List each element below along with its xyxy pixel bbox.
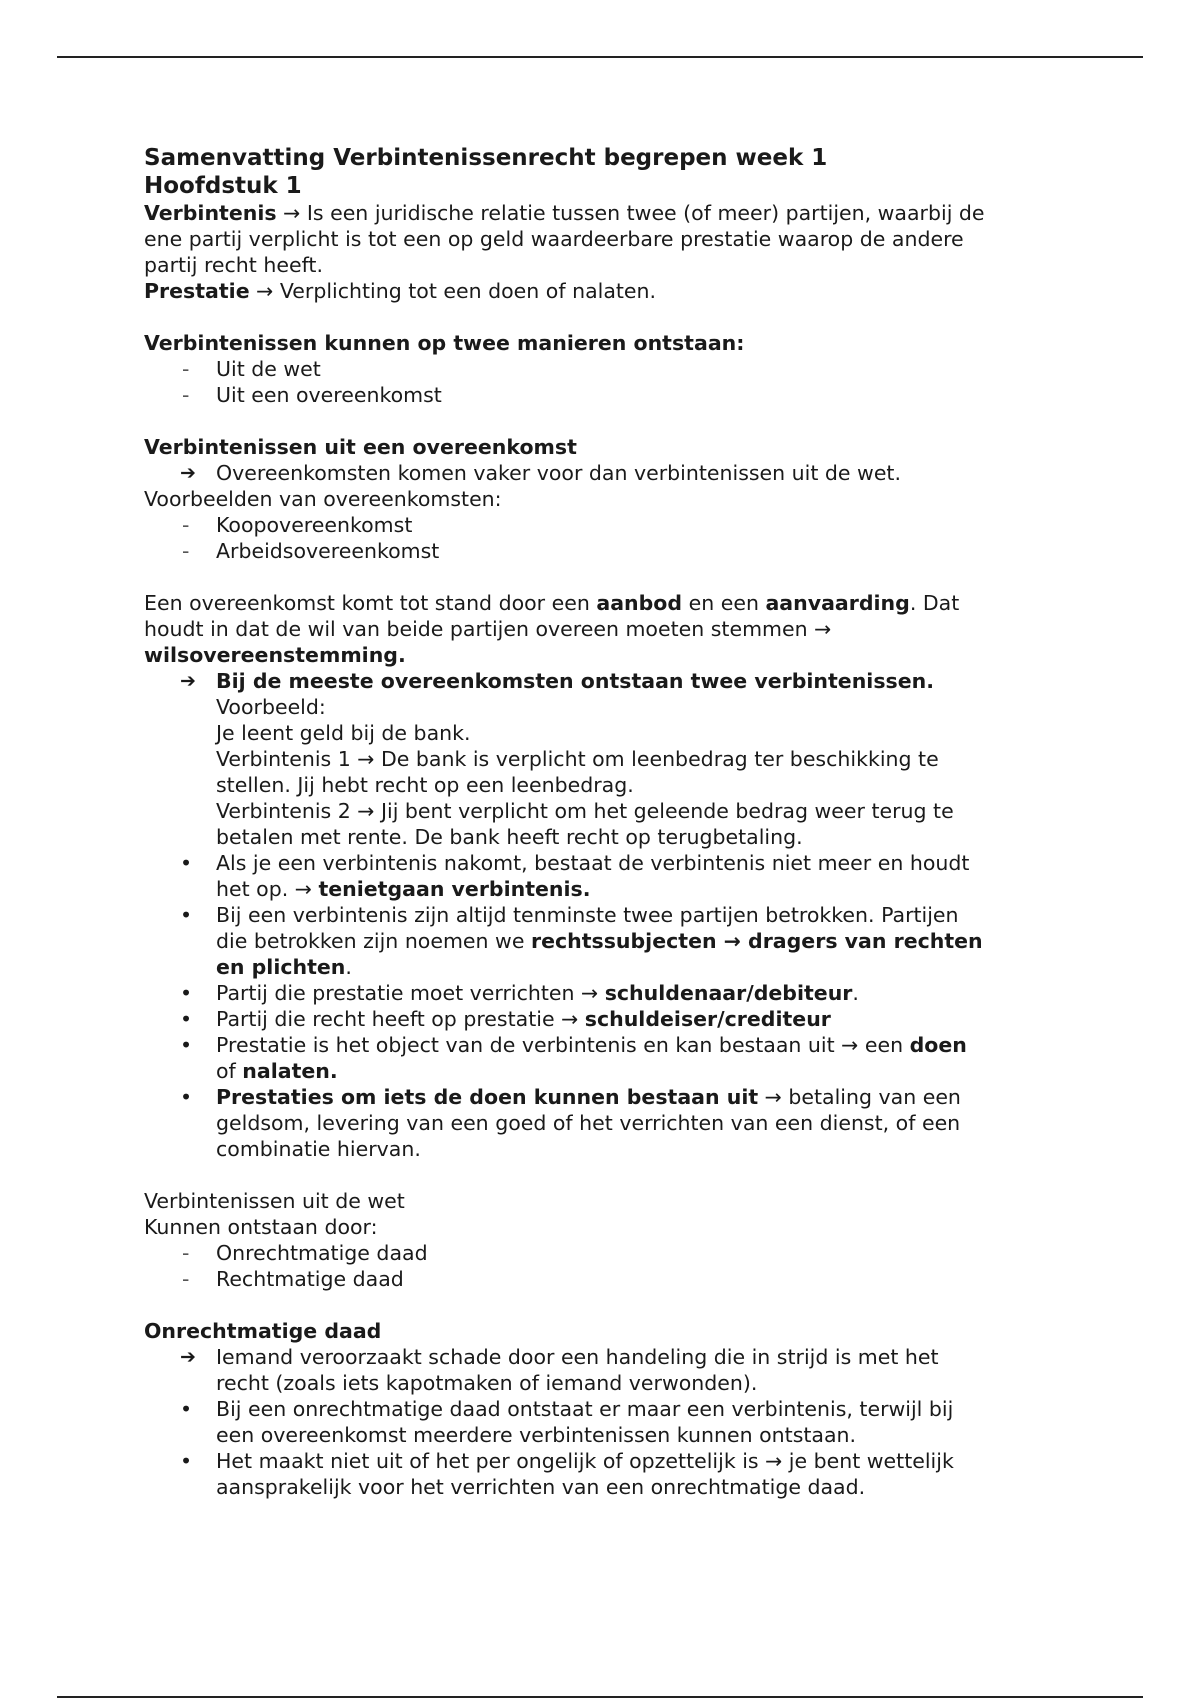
list-continuation: of nalaten.: [216, 1059, 338, 1083]
list-item: - Uit de wet: [182, 357, 321, 381]
definition-line: ene partij verplicht is tot een op geld waardeerbare prestatie waarop de andere: [144, 227, 964, 251]
list-continuation: het op. → tenietgaan verbintenis.: [216, 877, 591, 901]
list-continuation: Je leent geld bij de bank.: [216, 721, 471, 745]
paragraph-line: Een overeenkomst komt tot stand door een aanbod en een aanvaarding. Dat: [144, 591, 960, 615]
examples-label: Voorbeelden van overeenkomsten:: [144, 487, 502, 511]
section-heading-onrechtmatig: Onrechtmatige daad: [144, 1319, 382, 1343]
arrow-icon: ➔: [180, 1346, 196, 1368]
list-item: - Uit een overeenkomst: [182, 383, 442, 407]
header-rule: [57, 56, 1143, 58]
list-item: - Rechtmatige daad: [182, 1267, 404, 1291]
list-continuation: die betrokken zijn noemen we rechtssubjecten → dragers van rechten: [216, 929, 983, 953]
bullet-item: • Partij die recht heeft op prestatie → schuldeiser/crediteur: [180, 1007, 831, 1031]
list-continuation: Verbintenis 2 → Jij bent verplicht om het geleende bedrag weer terug te: [216, 799, 954, 823]
list-continuation: recht (zoals iets kapotmaken of iemand verwonden).: [216, 1371, 758, 1395]
definition-verbintenis: Verbintenis → Is een juridische relatie tussen twee (of meer) partijen, waarbij de: [144, 201, 985, 225]
document-title: Samenvatting Verbintenissenrecht begrepen week 1: [144, 145, 828, 171]
bullet-item: • Partij die prestatie moet verrichten → schuldenaar/debiteur.: [180, 981, 859, 1005]
footer-rule: [57, 1696, 1143, 1698]
bullet-item: • Bij een verbintenis zijn altijd tenminste twee partijen betrokken. Partijen: [180, 903, 959, 927]
paragraph-line: wilsovereenstemming.: [144, 643, 406, 667]
document-page: [144, 144, 1064, 1500]
dash-marker: -: [182, 1241, 190, 1265]
chapter-heading: Hoofdstuk 1: [144, 173, 302, 199]
list-item: - Arbeidsovereenkomst: [182, 539, 440, 563]
dash-marker: -: [182, 383, 190, 407]
list-item: ➔ Iemand veroorzaakt schade door een handeling die in strijd is met het: [180, 1345, 939, 1369]
bullet-marker: •: [180, 1085, 193, 1109]
definition-prestatie: Prestatie → Verplichting tot een doen of nalaten.: [144, 279, 657, 303]
bullet-marker: •: [180, 851, 193, 875]
dash-marker: -: [182, 513, 190, 537]
bullet-item: • Prestatie is het object van de verbintenis en kan bestaan uit → een doen: [180, 1033, 967, 1057]
bullet-marker: •: [180, 981, 193, 1005]
dash-marker: -: [182, 1267, 190, 1291]
list-item: ➔ Overeenkomsten komen vaker voor dan verbintenissen uit de wet.: [180, 461, 901, 485]
list-continuation: betalen met rente. De bank heeft recht op terugbetaling.: [216, 825, 803, 849]
bullet-marker: •: [180, 1449, 193, 1473]
bullet-marker: •: [180, 903, 193, 927]
bullet-marker: •: [180, 1397, 193, 1421]
list-item: - Onrechtmatige daad: [182, 1241, 428, 1265]
bullet-marker: •: [180, 1033, 193, 1057]
list-continuation: aansprakelijk voor het verrichten van een onrechtmatige daad.: [216, 1475, 866, 1499]
list-item: - Koopovereenkomst: [182, 513, 413, 537]
list-continuation: een overeenkomst meerdere verbintenissen kunnen ontstaan.: [216, 1423, 857, 1447]
list-item: ➔ Bij de meeste overeenkomsten ontstaan twee verbintenissen.: [180, 669, 935, 693]
dash-marker: -: [182, 539, 190, 563]
list-continuation: combinatie hiervan.: [216, 1137, 421, 1161]
arrow-icon: ➔: [180, 462, 196, 484]
bullet-item: • Als je een verbintenis nakomt, bestaat de verbintenis niet meer en houdt: [180, 851, 970, 875]
dash-marker: -: [182, 357, 190, 381]
section-heading-overeenkomst: Verbintenissen uit een overeenkomst: [144, 435, 577, 459]
bullet-item: • Prestaties om iets de doen kunnen bestaan uit → betaling van een: [180, 1085, 961, 1109]
section-heading-ontstaan: Verbintenissen kunnen op twee manieren ontstaan:: [144, 331, 745, 355]
section-heading-wet: Verbintenissen uit de wet: [144, 1189, 405, 1213]
list-continuation: en plichten.: [216, 955, 352, 979]
definition-line: partij recht heeft.: [144, 253, 323, 277]
list-continuation: Verbintenis 1 → De bank is verplicht om leenbedrag ter beschikking te: [216, 747, 939, 771]
list-continuation: geldsom, levering van een goed of het verrichten van een dienst, of een: [216, 1111, 961, 1135]
paragraph-line: Kunnen ontstaan door:: [144, 1215, 378, 1239]
bullet-marker: •: [180, 1007, 193, 1031]
list-continuation: Voorbeeld:: [216, 695, 326, 719]
bullet-item: • Het maakt niet uit of het per ongelijk of opzettelijk is → je bent wettelijk: [180, 1449, 954, 1473]
bullet-item: • Bij een onrechtmatige daad ontstaat er maar een verbintenis, terwijl bij: [180, 1397, 954, 1421]
list-continuation: stellen. Jij hebt recht op een leenbedrag.: [216, 773, 634, 797]
paragraph-line: houdt in dat de wil van beide partijen overeen moeten stemmen →: [144, 617, 832, 641]
arrow-icon: ➔: [180, 670, 196, 692]
